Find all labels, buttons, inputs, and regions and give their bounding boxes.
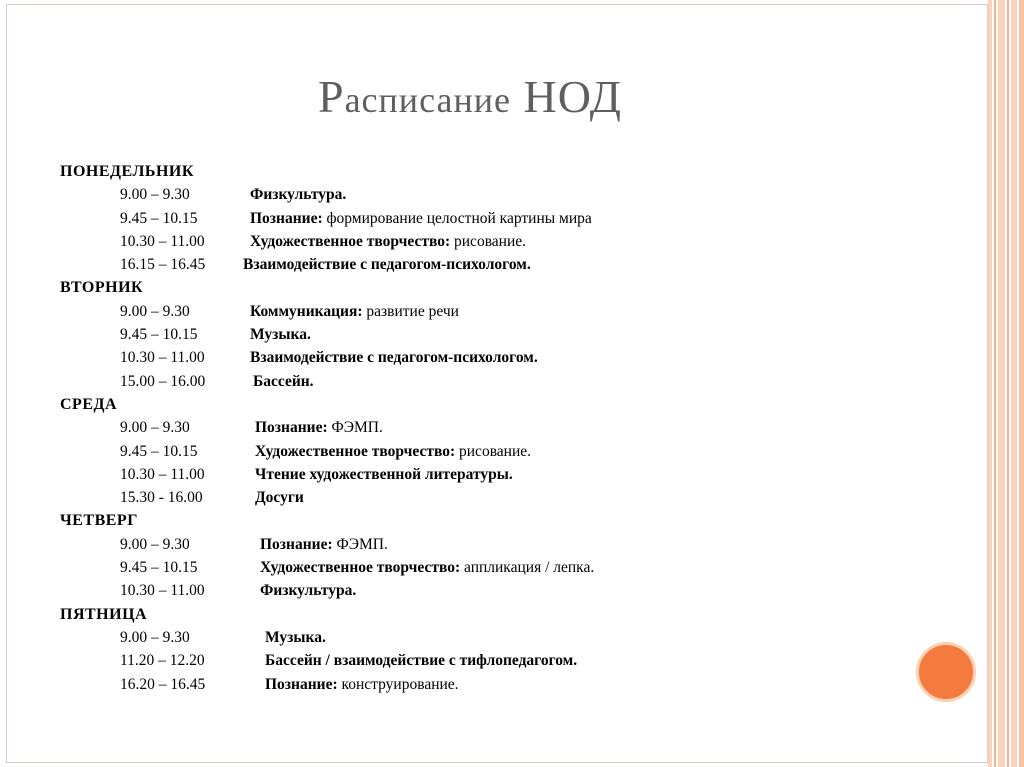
activity-name: Художественное творчество: — [260, 559, 461, 577]
schedule-row — [60, 626, 940, 649]
schedule-row — [60, 230, 940, 253]
activity-name: Познание: — [260, 535, 333, 553]
activity — [265, 649, 577, 672]
decor-stripe-5 — [1011, 0, 1017, 767]
activity — [250, 230, 526, 253]
decor-circle — [916, 642, 976, 702]
activity-name: Коммуникация: — [250, 302, 363, 320]
activity — [250, 346, 538, 369]
day-heading: ВТОРНИК — [60, 279, 144, 297]
schedule-row — [60, 346, 940, 369]
day-heading: СРЕДА — [60, 395, 118, 413]
time-slot: 9.45 – 10.15 — [120, 559, 198, 577]
activity — [265, 673, 459, 696]
activity-detail: конструирование. — [337, 675, 459, 693]
schedule-row — [60, 556, 940, 579]
time-slot: 16.20 – 16.45 — [120, 675, 206, 693]
time-slot: 16.15 – 16.45 — [120, 256, 206, 274]
schedule-row — [60, 323, 940, 346]
activity — [250, 183, 346, 206]
activity-name: Бассейн / взаимодействие с тифлопедагогом. — [265, 652, 578, 670]
activity-detail: развитие речи — [362, 302, 459, 320]
activity — [260, 533, 388, 556]
time-slot: 10.30 – 11.00 — [120, 349, 205, 367]
activity-name: Чтение художественной литературы. — [255, 465, 513, 483]
title-rest: асписание — [344, 80, 511, 120]
time-slot: 15.30 - 16.00 — [120, 489, 203, 507]
activity-name: Познание: — [250, 209, 323, 227]
activity — [260, 579, 356, 602]
activity — [265, 626, 326, 649]
time-slot: 10.30 – 11.00 — [120, 232, 205, 250]
activity — [243, 253, 531, 276]
schedule-row — [60, 463, 940, 486]
time-slot: 9.00 – 9.30 — [120, 186, 190, 204]
time-slot: 10.30 – 11.00 — [120, 465, 205, 483]
activity-name: Познание: — [255, 419, 328, 437]
time-slot: 9.00 – 9.30 — [120, 302, 190, 320]
activity-name: Физкультура. — [250, 186, 347, 204]
time-slot: 9.45 – 10.15 — [120, 442, 198, 460]
time-slot: 9.45 – 10.15 — [120, 326, 198, 344]
schedule-row — [60, 579, 940, 602]
decor-stripe-1 — [988, 0, 992, 767]
time-slot: 9.00 – 9.30 — [120, 535, 190, 553]
time-slot: 9.45 – 10.15 — [120, 209, 198, 227]
activity-detail: ФЭМП. — [327, 419, 383, 437]
activity-name: Взаимодействие с педагогом-психологом. — [243, 256, 531, 274]
title-first-letter: Р — [317, 71, 345, 122]
activity-name: Музыка. — [265, 628, 326, 646]
time-slot: 10.30 – 11.00 — [120, 582, 205, 600]
activity-name: Музыка. — [250, 326, 311, 344]
decor-stripe-4 — [1007, 0, 1009, 767]
decor-stripe-6 — [1019, 0, 1024, 767]
activity — [255, 416, 383, 439]
schedule-row — [60, 370, 940, 393]
schedule-row — [60, 183, 940, 206]
activity-name: Познание: — [265, 675, 338, 693]
schedule-row — [60, 673, 940, 696]
schedule-row — [60, 253, 940, 276]
activity — [253, 370, 314, 393]
time-slot: 11.20 – 12.20 — [120, 652, 205, 670]
activity — [260, 556, 594, 579]
activity-name: Взаимодействие с педагогом-психологом. — [250, 349, 538, 367]
activity — [255, 440, 531, 463]
time-slot: 9.00 – 9.30 — [120, 628, 190, 646]
decor-stripe-2 — [994, 0, 996, 767]
activity — [255, 486, 304, 509]
activity-name: Художественное творчество: — [255, 442, 456, 460]
activity-name: Бассейн. — [253, 372, 314, 390]
day-heading: ПЯТНИЦА — [60, 605, 148, 623]
activity-detail: рисование. — [450, 232, 527, 250]
activity — [250, 323, 311, 346]
schedule-row — [60, 416, 940, 439]
activity-detail: рисование. — [455, 442, 532, 460]
activity — [250, 300, 459, 323]
schedule-row — [60, 533, 940, 556]
activity-detail: ФЭМП. — [332, 535, 388, 553]
schedule-row — [60, 207, 940, 230]
activity-name: Художественное творчество: — [250, 232, 451, 250]
activity-name: Физкультура. — [260, 582, 357, 600]
day-heading: ЧЕТВЕРГ — [60, 512, 138, 530]
activity — [255, 463, 513, 486]
schedule-row — [60, 486, 940, 509]
time-slot: 9.00 – 9.30 — [120, 419, 190, 437]
day-heading: ПОНЕДЕЛЬНИК — [60, 163, 194, 180]
schedule-row — [60, 300, 940, 323]
schedule-row — [60, 440, 940, 463]
title-second-word: НОД — [523, 71, 623, 122]
schedule — [60, 160, 940, 696]
decor-stripe-3 — [998, 0, 1005, 767]
activity — [250, 207, 592, 230]
activity-name: Досуги — [255, 489, 304, 507]
schedule-row — [60, 649, 940, 672]
activity-detail: формирование целостной картины мира — [322, 209, 592, 227]
slide-title — [0, 70, 940, 123]
time-slot: 15.00 – 16.00 — [120, 372, 206, 390]
activity-detail: аппликация / лепка. — [460, 559, 595, 577]
